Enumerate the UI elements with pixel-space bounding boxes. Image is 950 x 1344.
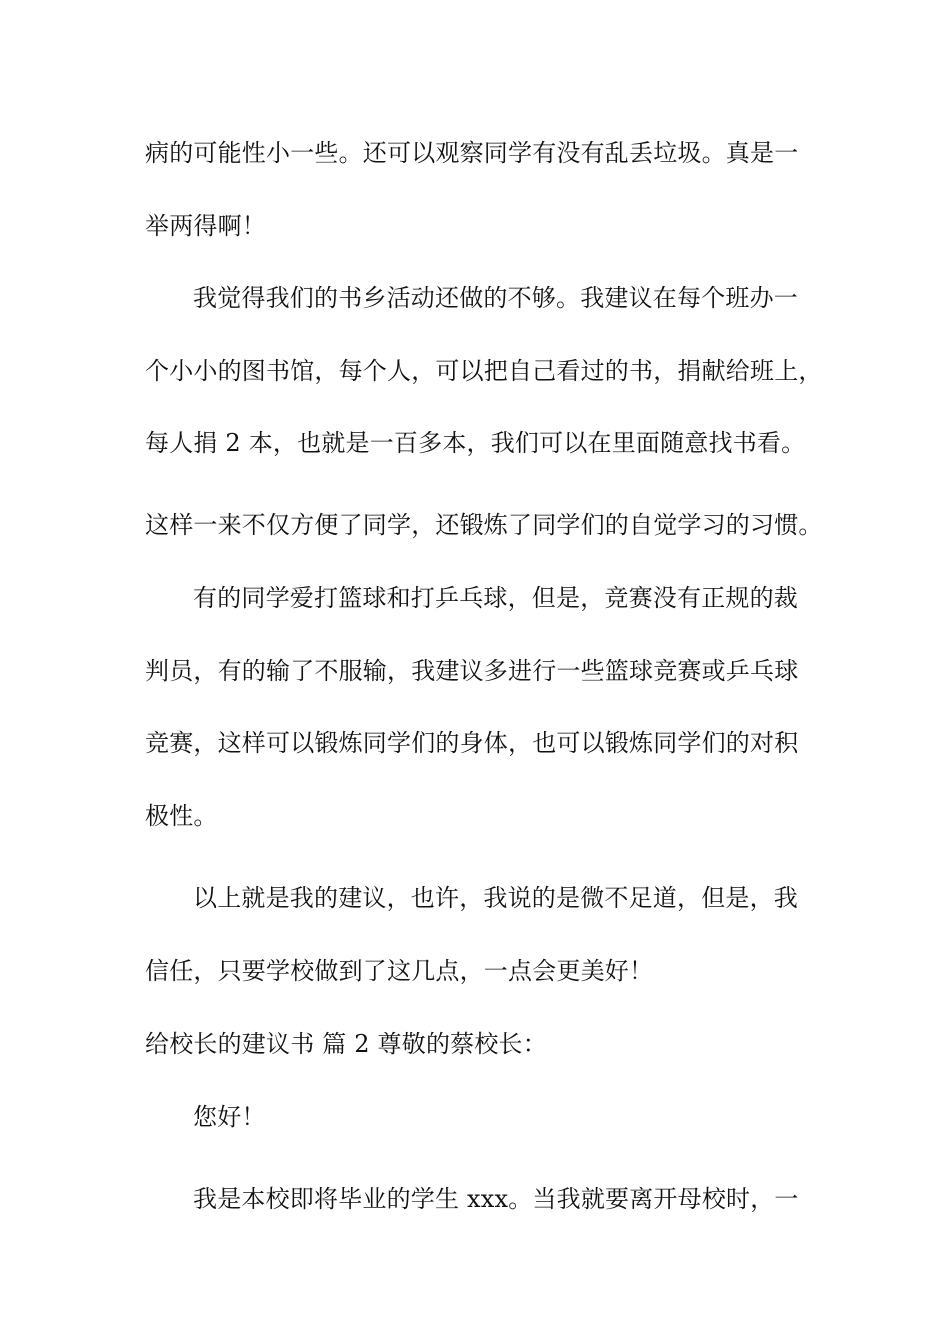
paragraph-line-3: 我觉得我们的书乡活动还做的不够。我建议在每个班办一 xyxy=(193,284,798,312)
paragraph-line-12: 信任，只要学校做到了这几点，一点会更美好！ xyxy=(145,957,654,985)
paragraph-line-1: 病的可能性小一些。还可以观察同学有没有乱丢垃圾。真是一 xyxy=(145,139,799,167)
paragraph-line-2: 举两得啊！ xyxy=(145,212,266,240)
section-heading: 给校长的建议书 篇 2 尊敬的蔡校长： xyxy=(145,1030,547,1058)
paragraph-line-9: 竞赛，这样可以锻炼同学们的身体，也可以锻炼同学们的对积 xyxy=(145,729,799,757)
paragraph-line-15: 我是本校即将毕业的学生 xxx。当我就要离开母校时，一 xyxy=(193,1185,799,1213)
greeting-line: 您好！ xyxy=(193,1103,266,1131)
paragraph-line-4: 个小小的图书馆，每个人，可以把自己看过的书，捐献给班上， xyxy=(145,357,823,385)
paragraph-line-11: 以上就是我的建议，也许，我说的是微不足道，但是，我 xyxy=(193,884,798,912)
paragraph-line-10: 极性。 xyxy=(145,802,218,830)
paragraph-line-5: 每人捐 2 本，也就是一百多本，我们可以在里面随意找书看。 xyxy=(145,429,806,457)
paragraph-line-8: 判员，有的输了不服输，我建议多进行一些篮球竞赛或乒乓球 xyxy=(145,657,799,685)
paragraph-line-6: 这样一来不仅方便了同学，还锻炼了同学们的自觉学习的习惯。 xyxy=(145,511,823,539)
paragraph-line-7: 有的同学爱打篮球和打乒乓球，但是，竞赛没有正规的裁 xyxy=(193,584,798,612)
